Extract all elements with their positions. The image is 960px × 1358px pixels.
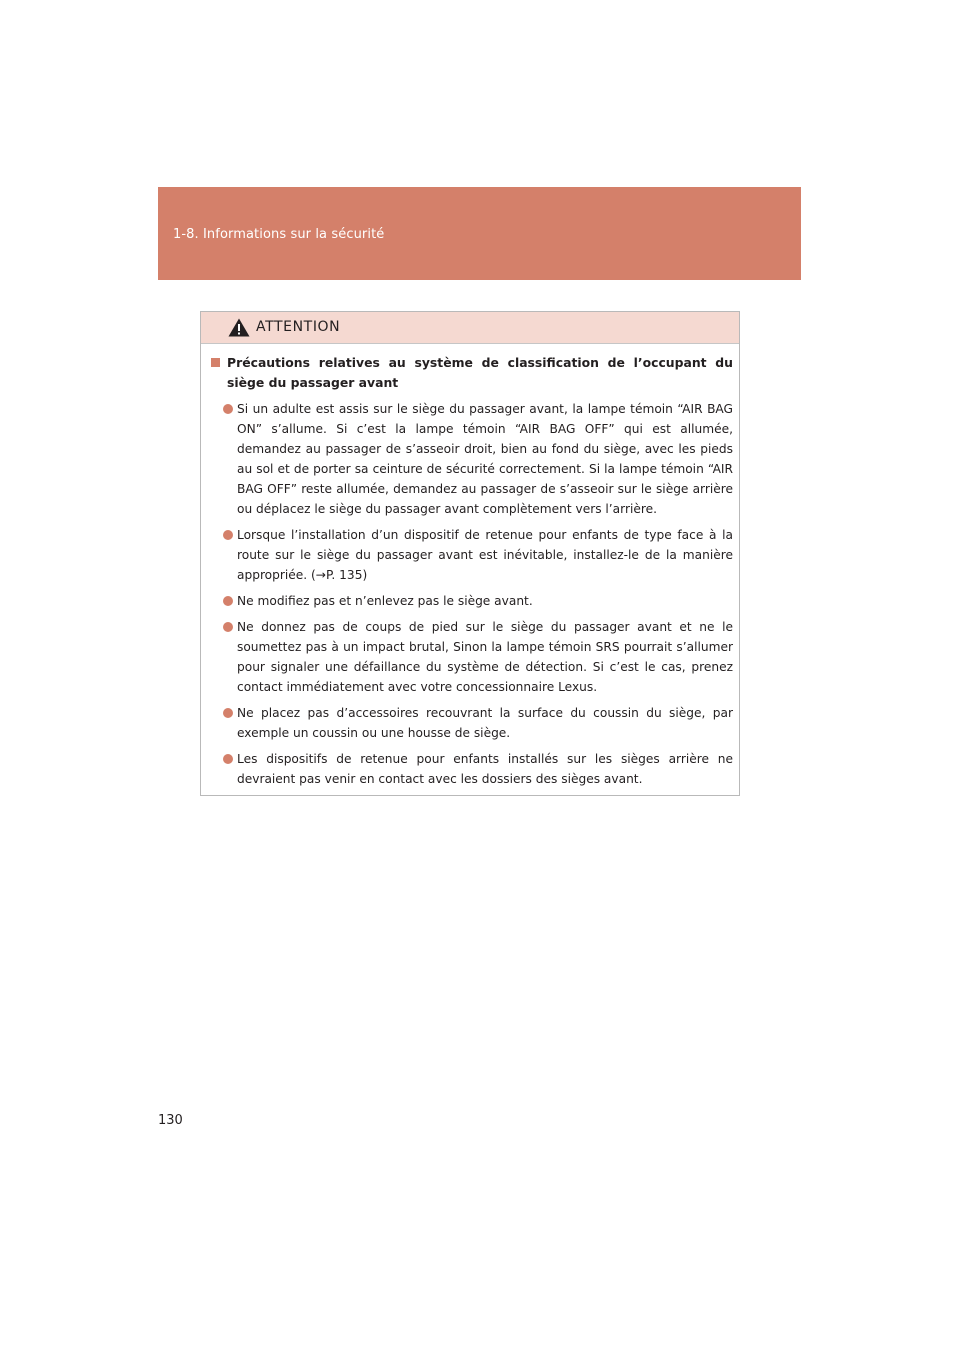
list-item <box>207 703 733 743</box>
list-item-text: Lorsque l’installation d’un dispositif de retenue pour enfants de type face à la route sur le siège du passager avant est inévitable, installez-le de la manière appropriée. (→P. 135) <box>237 528 733 582</box>
round-bullet-icon <box>223 404 233 414</box>
section-title: 1-8. Informations sur la sécurité <box>173 227 385 242</box>
list-item-text: Ne donnez pas de coups de pied sur le siège du passager avant et ne le soumettez pas à un impact brutal, Sinon la lampe témoin SRS pourrait s’allumer pour signaler une défaillance du système de détection. Si c’est le cas, prenez contact immédiatement avec votre concessionnaire Lexus. <box>237 620 733 694</box>
list-item <box>207 591 733 611</box>
list-item <box>207 749 733 789</box>
warning-items <box>207 399 733 789</box>
warning-header <box>201 312 739 344</box>
warning-triangle-icon <box>228 318 250 337</box>
warning-heading <box>207 353 733 393</box>
round-bullet-icon <box>223 596 233 606</box>
warning-box <box>200 311 740 796</box>
list-item <box>207 617 733 697</box>
warning-title: ATTENTION <box>256 319 341 335</box>
list-item-text: Si un adulte est assis sur le siège du passager avant, la lampe témoin “AIR BAG ON” s’allume. Si c’est la lampe témoin “AIR BAG OFF” qui est allumée, demandez au passager de s’asseoir droit, bien au fond du siège, avec les pieds au sol et de porter sa ceinture de sécurité correctement. Si la lampe témoin “AIR BAG OFF” reste allumée, demandez au passager de s’asseoir sur le siège arrière ou déplacez le siège du passager avant complètement vers l’arrière. <box>237 402 733 516</box>
page-number: 130 <box>158 1113 183 1128</box>
round-bullet-icon <box>223 708 233 718</box>
round-bullet-icon <box>223 622 233 632</box>
round-bullet-icon <box>223 754 233 764</box>
square-bullet-icon <box>211 358 220 367</box>
list-item <box>207 399 733 519</box>
list-item-text: Ne modifiez pas et n’enlevez pas le siège avant. <box>237 594 533 608</box>
warning-body <box>201 353 739 795</box>
warning-heading-text: Précautions relatives au système de classification de l’occupant du siège du passager avant <box>227 355 733 390</box>
list-item <box>207 525 733 585</box>
list-item-text: Ne placez pas d’accessoires recouvrant la surface du coussin du siège, par exemple un coussin ou une housse de siège. <box>237 706 733 740</box>
section-header-band <box>158 187 801 280</box>
round-bullet-icon <box>223 530 233 540</box>
list-item-text: Les dispositifs de retenue pour enfants installés sur les sièges arrière ne devraient pas venir en contact avec les dossiers des sièges avant. <box>237 752 733 786</box>
